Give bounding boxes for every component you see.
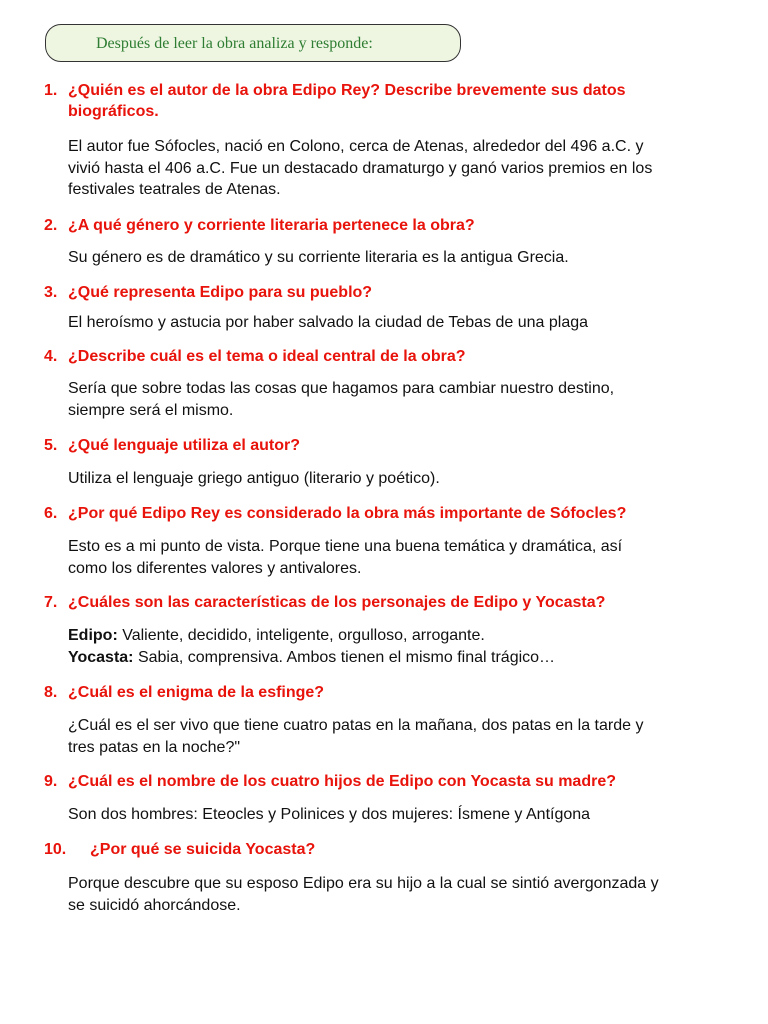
answer-8 xyxy=(68,715,643,758)
answer-line: vivió hasta el 406 a.C. Fue un destacado dramaturgo y ganó varios premios en los xyxy=(68,159,653,177)
question-number: 1. xyxy=(44,82,58,99)
question-text: ¿Cuál es el nombre de los cuatro hijos de Edipo con Yocasta su madre? xyxy=(68,773,616,790)
answer-2 xyxy=(68,247,569,269)
character-traits-edipo: Valiente, decidido, inteligente, orgulloso, arrogante. xyxy=(117,627,485,644)
answer-line: festivales teatrales de Atenas. xyxy=(68,181,281,198)
answer-line xyxy=(68,625,555,647)
answer-line: Su género es de dramático y su corriente literaria es la antigua Grecia. xyxy=(68,249,569,266)
answer-3 xyxy=(68,312,588,334)
answer-line: tres patas en la noche?" xyxy=(68,738,241,756)
question-text: ¿Quién es el autor de la obra Edipo Rey? Describe brevemente sus datos xyxy=(68,82,626,99)
answer-10 xyxy=(68,873,659,916)
question-text: ¿Describe cuál es el tema o ideal central de la obra? xyxy=(68,348,466,365)
question-text: ¿Cuál es el enigma de la esfinge? xyxy=(68,684,325,701)
answer-line: Son dos hombres: Eteocles y Polinices y dos mujeres: Ísmene y Antígona xyxy=(68,806,591,823)
answer-line: como los diferentes valores y antivalores. xyxy=(68,559,362,577)
answer-4 xyxy=(68,378,614,421)
question-7 xyxy=(44,592,605,613)
question-number: 10. xyxy=(44,841,67,858)
answer-7 xyxy=(68,625,555,668)
question-10 xyxy=(44,839,315,860)
answer-1 xyxy=(68,136,652,201)
question-text: ¿A qué género y corriente literaria pertenece la obra? xyxy=(68,217,475,234)
answer-line: Porque descubre que su esposo Edipo era su hijo a la cual se sintió avergonzada y xyxy=(68,875,659,892)
answer-9 xyxy=(68,804,590,826)
question-number: 2. xyxy=(44,217,58,234)
answer-5 xyxy=(68,468,440,490)
answer-line xyxy=(68,647,555,669)
question-text: ¿Por qué Edipo Rey es considerado la obra más importante de Sófocles? xyxy=(68,505,627,522)
character-label-edipo: Edipo: xyxy=(68,627,118,644)
question-1 xyxy=(44,80,626,122)
question-9 xyxy=(44,771,616,792)
answer-line: se suicidó ahorcándose. xyxy=(68,896,241,914)
question-5 xyxy=(44,435,300,456)
question-3 xyxy=(44,282,372,303)
question-4 xyxy=(44,346,466,367)
question-2 xyxy=(44,215,475,236)
question-number: 6. xyxy=(44,505,58,522)
header-title: Después de leer la obra analiza y responde: xyxy=(96,35,373,52)
question-number: 8. xyxy=(44,684,58,701)
character-traits-yocasta: Sabia, comprensiva. Ambos tienen el mismo final trágico… xyxy=(133,648,556,666)
question-number: 7. xyxy=(44,594,58,611)
question-6 xyxy=(44,503,626,524)
answer-6 xyxy=(68,536,622,579)
answer-line: Sería que sobre todas las cosas que hagamos para cambiar nuestro destino, xyxy=(68,380,615,397)
question-text: ¿Qué lenguaje utiliza el autor? xyxy=(68,437,301,454)
question-number: 5. xyxy=(44,437,58,454)
answer-line: El heroísmo y astucia por haber salvado la ciudad de Tebas de una plaga xyxy=(68,314,589,331)
question-text: ¿Por qué se suicida Yocasta? xyxy=(90,841,316,858)
question-text-continued: biográficos. xyxy=(68,103,159,120)
answer-line: ¿Cuál es el ser vivo que tiene cuatro patas en la mañana, dos patas en la tarde y xyxy=(68,717,644,734)
question-number: 4. xyxy=(44,348,58,365)
answer-line: El autor fue Sófocles, nació en Colono, cerca de Atenas, alrededor del 496 a.C. y xyxy=(68,138,644,155)
answer-line: Esto es a mi punto de vista. Porque tiene una buena temática y dramática, así xyxy=(68,538,623,555)
question-number: 9. xyxy=(44,773,58,790)
question-text: ¿Qué representa Edipo para su pueblo? xyxy=(68,284,373,301)
question-text: ¿Cuáles son las características de los personajes de Edipo y Yocasta? xyxy=(68,594,606,611)
question-8 xyxy=(44,682,324,703)
character-label-yocasta: Yocasta: xyxy=(68,648,134,666)
header-banner xyxy=(45,24,461,62)
answer-line: Utiliza el lenguaje griego antiguo (literario y poético). xyxy=(68,470,440,487)
answer-line: siempre será el mismo. xyxy=(68,401,234,419)
question-number: 3. xyxy=(44,284,58,301)
